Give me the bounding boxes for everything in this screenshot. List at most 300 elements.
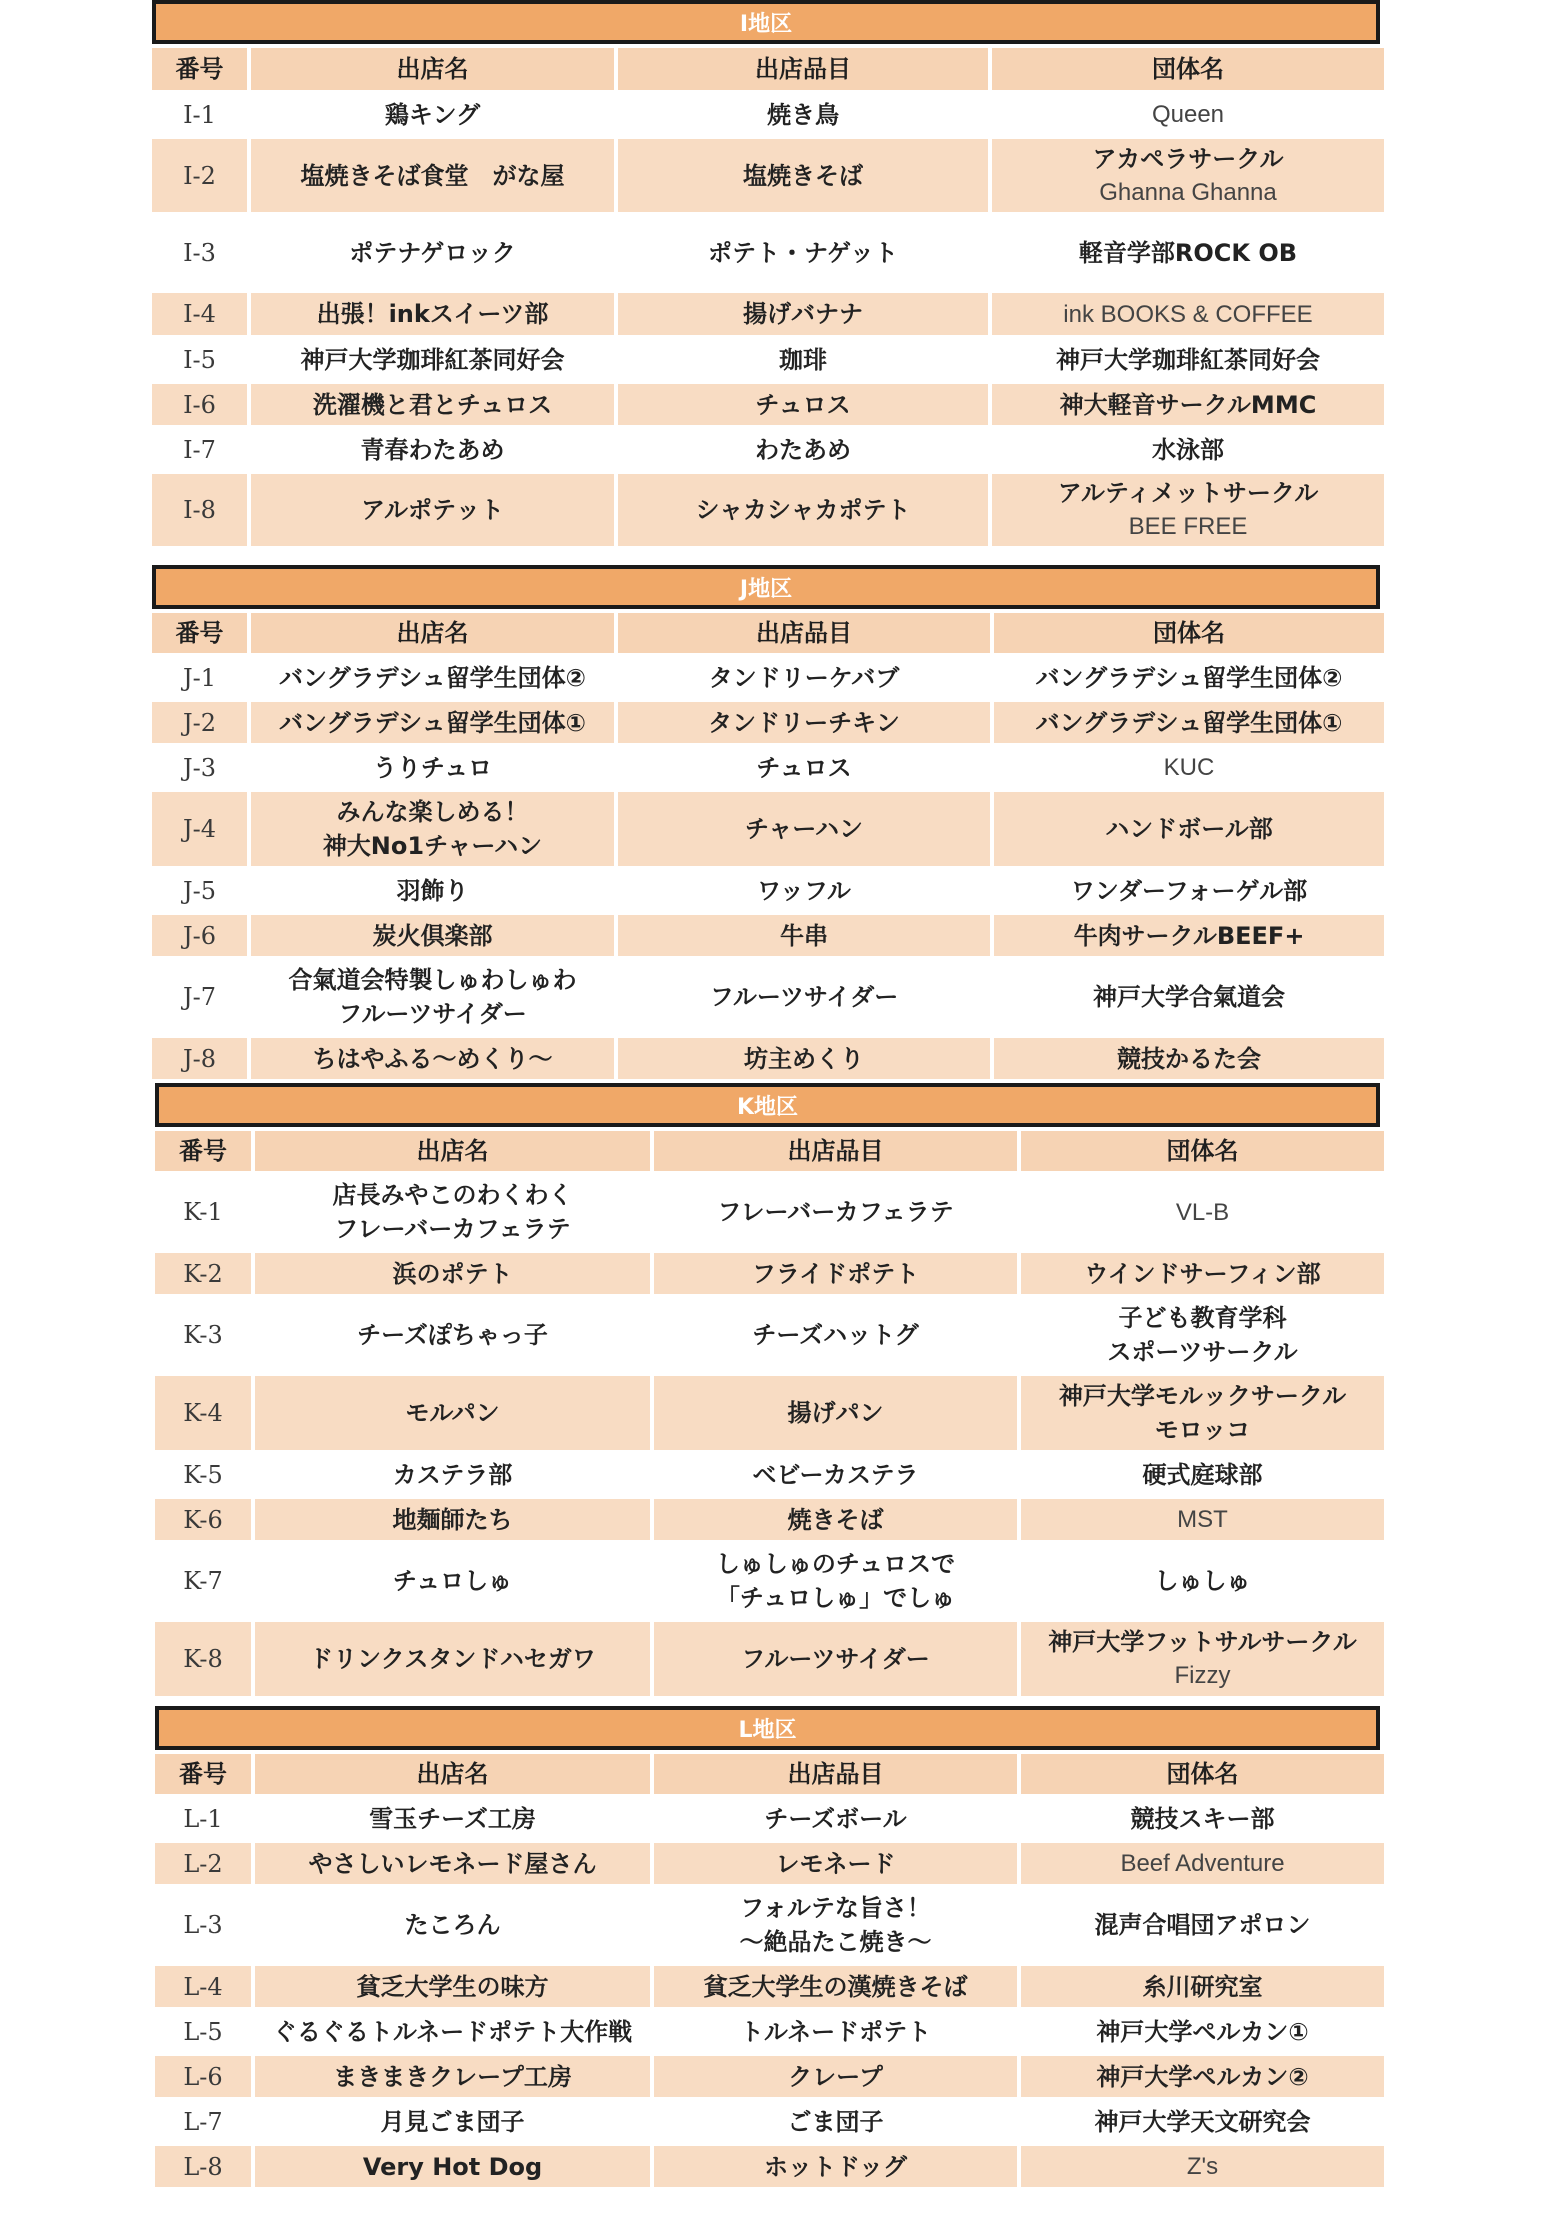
cell-number-text: J-8 [183,1044,216,1073]
cell-organization [994,915,1384,956]
cell-shop-name-text: 青春わたあめ [360,435,505,464]
cell-item [618,139,988,212]
header-shop: 出店名 [255,1754,650,1794]
table-row [155,1798,1384,1839]
cell-number-text: K-5 [183,1460,223,1489]
cell-item-text: 貧乏大学生の漢焼きそば [703,1972,968,2001]
cell-shop-name [255,1253,650,1294]
cell-shop-name [255,1376,650,1450]
cell-organization-text: ink BOOKS & COFFEE [1063,300,1313,328]
cell-organization [994,657,1384,698]
cell-shop-name [255,1298,650,1372]
cell-shop-name-subtext: 神大No1チャーハン [322,832,543,860]
table-row [155,1253,1384,1294]
cell-organization-text: Beef Adventure [1120,1850,1285,1877]
cell-shop-name [255,1966,650,2007]
cell-organization-subtext: Fizzy [1174,1662,1231,1689]
cell-shop-name-text: やさしいレモネード屋さん [308,1849,597,1878]
cell-number-text: J-4 [183,815,216,843]
cell-number-text: J-2 [183,708,216,737]
cell-shop-name [251,139,614,212]
cell-number [152,94,247,135]
cell-number [155,2146,251,2187]
cell-number [155,2011,251,2052]
cell-item [654,1298,1017,1372]
cell-organization [994,747,1384,788]
cell-item [618,339,988,380]
cell-number [152,747,247,788]
cell-shop-name-text: 雪玉チーズ工房 [369,1804,536,1833]
cell-shop-name-text: 浜のポテト [392,1259,513,1288]
cell-shop-name [255,1175,650,1249]
cell-item-text: ホットドッグ [763,2152,908,2181]
cell-number [152,216,247,289]
cell-organization-subtext: BEE FREE [1128,513,1248,540]
cell-shop-name [255,2056,650,2097]
table-row [155,1966,1384,2007]
cell-shop-name [255,1798,650,1839]
cell-organization [994,792,1384,866]
table-row [152,216,1384,289]
cell-item [654,2056,1017,2097]
cell-shop-name-text: ポテナゲロック [349,238,516,267]
cell-organization-text: 神戸大学フットサルサークル [1048,1628,1357,1656]
header-num: 番号 [152,48,247,90]
cell-number [155,1376,251,1450]
cell-number [152,139,247,212]
cell-item-text: ワッフル [757,876,851,905]
district-rows [152,94,1384,546]
cell-shop-name-text: 月見ごま団子 [380,2107,525,2136]
cell-shop-name [255,2011,650,2052]
cell-number [155,1253,251,1294]
cell-item-text: ベビーカステラ [752,1460,919,1489]
header-num: 番号 [155,1754,251,1794]
cell-shop-name-text: ちはやふる〜めくり〜 [312,1044,553,1073]
cell-number-text: K-8 [183,1645,223,1673]
cell-organization-text: 競技かるた会 [1117,1044,1261,1073]
cell-organization [994,960,1384,1034]
cell-number [152,339,247,380]
district-table [148,44,1388,550]
cell-shop-name [251,915,614,956]
cell-item-subtext: 〜絶品たこ焼き〜 [739,1928,932,1956]
cell-organization [992,216,1384,289]
cell-shop-name [251,792,614,866]
cell-shop-name [251,747,614,788]
district-header [152,565,1380,609]
cell-number-text: L-2 [183,1849,223,1878]
cell-number [152,792,247,866]
cell-shop-name [251,339,614,380]
cell-organization [1021,1376,1384,1450]
cell-organization-text: VL-B [1175,1198,1230,1226]
district-table [151,1750,1388,2191]
cell-number-text: L-1 [183,1804,223,1833]
table-row [155,1544,1384,1618]
header-org: 団体名 [992,48,1384,90]
cell-organization [992,94,1384,135]
cell-number-text: I-2 [183,161,216,190]
cell-organization [1021,1454,1384,1495]
cell-organization [992,384,1384,425]
cell-item-subtext: 「チュロしゅ」でしゅ [715,1584,956,1612]
district-table [148,609,1388,1083]
cell-item-text: チャーハン [744,815,864,843]
cell-item-text: フルーツサイダー [741,1645,930,1673]
district-table [151,1127,1388,1700]
table-row [152,94,1384,135]
district-rows [155,1798,1384,2187]
cell-number-text: K-2 [183,1259,223,1288]
cell-shop-name-text: まきまきクレープ工房 [333,2062,572,2091]
district-rows [155,1175,1384,1696]
cell-item-text: 揚げバナナ [743,300,863,328]
cell-number-text: J-3 [183,753,216,782]
cell-item [618,657,990,698]
cell-organization [992,474,1384,546]
cell-number-text: I-5 [183,345,216,374]
table-row [155,2056,1384,2097]
cell-shop-name [255,2146,650,2187]
cell-number-text: I-1 [183,100,216,129]
cell-shop-name-text: 出張！inkスイーツ部 [316,300,549,328]
cell-shop-name [251,216,614,289]
cell-shop-name-text: モルパン [405,1399,500,1427]
cell-organization [1021,1966,1384,2007]
cell-organization-subtext: スポーツサークル [1107,1338,1298,1366]
cell-organization-text: 神戸大学モルックサークル [1058,1382,1347,1410]
cell-number [155,2056,251,2097]
cell-organization [992,293,1384,335]
cell-shop-name-text: たころん [404,1911,501,1939]
cell-shop-name [251,702,614,743]
cell-number-text: J-5 [183,876,216,905]
cell-shop-name-text: 洗濯機と君とチュロス [312,390,553,419]
cell-item [618,870,990,911]
cell-shop-name-text: 羽飾り [396,876,469,905]
cell-organization [1021,1622,1384,1696]
cell-number [152,429,247,470]
cell-number [155,1798,251,1839]
cell-organization [992,429,1384,470]
district-title: L地区 [738,1717,797,1743]
cell-shop-name-text: Very Hot Dog [362,2152,543,2181]
cell-item-text: チーズハットグ [752,1321,919,1349]
cell-item [618,94,988,135]
cell-organization-text: MST [1177,1506,1228,1533]
cell-shop-name-text: 塩焼きそば食堂 がな屋 [300,161,565,190]
cell-item-text: タンドリーチキン [708,708,900,737]
cell-organization-text: しゅしゅ [1154,1567,1251,1595]
cell-item [654,1888,1017,1962]
cell-shop-name-text: 鶏キング [384,100,481,129]
cell-organization-text: 神戸大学珈琲紅茶同好会 [1056,345,1320,374]
cell-organization-text: ハンドボール部 [1105,815,1273,843]
cell-number-text: L-5 [183,2017,223,2046]
cell-number [155,1298,251,1372]
cell-number [155,1843,251,1884]
cell-item [618,293,988,335]
header-org: 団体名 [1021,1754,1384,1794]
cell-shop-name-text: チーズぽちゃっ子 [357,1321,548,1349]
cell-organization [992,339,1384,380]
cell-number-text: J-6 [183,921,216,950]
cell-shop-name [255,1888,650,1962]
cell-item-text: フレーバーカフェラテ [717,1198,954,1226]
cell-number [155,2101,251,2142]
cell-organization-subtext: Ghanna Ghanna [1099,178,1277,206]
cell-organization-text: 硬式庭球部 [1142,1460,1263,1489]
table-row [155,2101,1384,2142]
cell-organization-text: Queen [1151,101,1225,128]
cell-organization [1021,1253,1384,1294]
cell-shop-name-text: 店長みやこのわくわく [332,1181,573,1209]
cell-item-text: わたあめ [755,435,851,464]
cell-item-text: ごま団子 [787,2107,884,2136]
table-row [155,1622,1384,1696]
cell-organization [1021,1499,1384,1540]
cell-shop-name-text: バングラデシュ留学生団体① [279,708,586,737]
table-row [152,139,1384,212]
cell-shop-name-subtext: フルーツサイダー [338,1000,527,1028]
cell-number-text: L-6 [183,2062,223,2091]
cell-organization-text: 神戸大学天文研究会 [1094,2107,1311,2136]
table-row [152,870,1384,911]
cell-shop-name-text: カステラ部 [392,1460,513,1489]
cell-item-text: 揚げパン [787,1399,884,1427]
cell-number [152,960,247,1034]
cell-number-text: L-8 [183,2152,223,2181]
cell-shop-name-text: チュロしゅ [392,1567,513,1595]
table-row [152,702,1384,743]
cell-item-text: 焼きそば [787,1505,884,1534]
cell-item-text: チュロス [756,753,852,782]
cell-number [152,702,247,743]
cell-item [654,1376,1017,1450]
cell-organization-text: 神大軽音サークルMMC [1059,390,1317,419]
table-row [155,1298,1384,1372]
cell-shop-name-text: バングラデシュ留学生団体② [279,663,586,692]
cell-item [654,1454,1017,1495]
cell-number-text: K-3 [183,1321,223,1349]
cell-item-text: しゅしゅのチュロスで [715,1550,956,1578]
cell-organization [1021,2011,1384,2052]
cell-item-text: フォルテな旨さ！ [740,1894,931,1922]
table-row [155,1843,1384,1884]
cell-number [152,915,247,956]
cell-shop-name [251,474,614,546]
cell-number [152,474,247,546]
cell-shop-name-text: 神戸大学珈琲紅茶同好会 [300,345,565,374]
cell-number-text: I-3 [183,238,216,267]
cell-shop-name [251,870,614,911]
table-row [152,747,1384,788]
header-item: 出店品目 [618,613,990,653]
cell-number-text: L-7 [183,2107,223,2136]
table-row [152,915,1384,956]
cell-shop-name-text: 炭火倶楽部 [372,921,493,950]
district-header [152,0,1380,44]
cell-item [654,1798,1017,1839]
cell-number [152,870,247,911]
cell-number [155,1499,251,1540]
cell-organization-text: 軽音学部ROCK OB [1078,238,1298,267]
cell-organization [992,139,1384,212]
cell-shop-name [251,429,614,470]
cell-item-text: トルネードポテト [739,2017,932,2046]
cell-item-text: 焼き鳥 [767,100,839,129]
cell-item [618,915,990,956]
cell-shop-name [251,1038,614,1079]
header-shop: 出店名 [251,48,614,90]
cell-number-text: K-4 [183,1399,223,1427]
cell-number [155,1454,251,1495]
cell-shop-name-text: 貧乏大学生の味方 [356,1972,549,2001]
cell-item [654,1544,1017,1618]
cell-organization [1021,1544,1384,1618]
cell-item-text: チュロス [755,390,851,419]
cell-shop-name-text: アルポテット [360,496,505,524]
cell-number [155,1622,251,1696]
cell-item [654,1843,1017,1884]
cell-organization [1021,1175,1384,1249]
cell-item [654,1966,1017,2007]
cell-organization [1021,2101,1384,2142]
cell-number [155,1966,251,2007]
table-row [155,2011,1384,2052]
table-row [155,1454,1384,1495]
header-item: 出店品目 [618,48,988,90]
cell-shop-name [255,1454,650,1495]
cell-item [654,2146,1017,2187]
cell-organization-text: ウインドサーフィン部 [1084,1259,1321,1288]
header-item: 出店品目 [654,1754,1017,1794]
cell-shop-name-text: ぐるぐるトルネードポテト大作戦 [272,2017,633,2046]
cell-item [618,960,990,1034]
table-row [155,1499,1384,1540]
cell-number-text: J-7 [183,983,216,1011]
cell-item-text: 塩焼きそば [743,161,863,190]
district-title: J地区 [739,576,793,602]
header-num: 番号 [155,1131,251,1171]
cell-number-text: K-6 [183,1505,223,1534]
cell-number-text: I-8 [183,496,216,524]
cell-shop-name-text: 合氣道会特製しゅわしゅわ [288,966,577,994]
cell-item [654,1253,1017,1294]
cell-item-text: フライドポテト [751,1259,920,1288]
cell-item [618,702,990,743]
table-row [155,2146,1384,2187]
table-row [152,474,1384,546]
cell-number [155,1175,251,1249]
table-row [152,657,1384,698]
cell-item-text: レモネード [775,1849,896,1878]
cell-shop-name-text: みんな楽しめる！ [336,798,529,826]
cell-organization-text: 水泳部 [1152,435,1224,464]
district-rows [152,657,1384,1079]
cell-shop-name [251,960,614,1034]
header-shop: 出店名 [255,1131,650,1171]
cell-organization-text: 競技スキー部 [1130,1804,1275,1833]
cell-number [155,1888,251,1962]
cell-item [618,474,988,546]
cell-shop-name [255,1544,650,1618]
cell-organization [994,702,1384,743]
header-num: 番号 [152,613,247,653]
cell-shop-name [255,1499,650,1540]
cell-organization [1021,1298,1384,1372]
cell-number-text: I-4 [183,300,216,328]
district-title: I地区 [739,11,793,37]
table-row [152,293,1384,335]
cell-item [654,1175,1017,1249]
cell-item [618,384,988,425]
header-org: 団体名 [994,613,1384,653]
header-org: 団体名 [1021,1131,1384,1171]
cell-number-text: K-7 [183,1567,223,1595]
cell-item [618,792,990,866]
cell-item-text: クレープ [788,2062,883,2091]
cell-number-text: I-7 [183,435,216,464]
cell-organization [1021,1843,1384,1884]
table-row [152,429,1384,470]
cell-number-text: L-3 [183,1911,223,1939]
cell-shop-name-text: うりチュロ [372,753,493,782]
cell-organization-text: バングラデシュ留学生団体② [1035,663,1343,692]
cell-shop-name [255,1622,650,1696]
cell-item-text: 坊主めくり [744,1044,864,1073]
cell-item [618,216,988,289]
table-row [152,339,1384,380]
cell-shop-name [255,1843,650,1884]
cell-number-text: J-1 [183,663,216,692]
cell-organization-subtext: モロッコ [1154,1416,1251,1444]
cell-item-text: チーズボール [764,1804,907,1833]
table-row [152,792,1384,866]
cell-number [152,657,247,698]
cell-organization [994,870,1384,911]
cell-number [152,1038,247,1079]
cell-number [152,293,247,335]
cell-organization [1021,1888,1384,1962]
cell-item-text: ポテト・ナゲット [707,238,899,267]
cell-organization-text: KUC [1163,754,1215,781]
table-row [155,1175,1384,1249]
cell-organization [1021,2056,1384,2097]
cell-shop-name-text: ドリンクスタンドハセガワ [309,1645,596,1673]
district-header [155,1083,1380,1127]
cell-item [618,1038,990,1079]
cell-item [618,747,990,788]
cell-item [654,2101,1017,2142]
cell-organization-text: 神戸大学ペルカン② [1096,2062,1309,2091]
cell-number [152,384,247,425]
header-shop: 出店名 [251,613,614,653]
cell-item [654,1622,1017,1696]
cell-organization [994,1038,1384,1079]
cell-shop-name-subtext: フレーバーカフェラテ [334,1215,571,1243]
cell-organization-text: 混声合唱団アポロン [1094,1911,1311,1939]
cell-shop-name [251,657,614,698]
table-row [152,384,1384,425]
cell-organization-text: 神戸大学合氣道会 [1093,983,1285,1011]
district-header [155,1706,1380,1750]
cell-item [654,2011,1017,2052]
table-row [152,1038,1384,1079]
cell-item-text: シャカシャカポテト [695,496,911,524]
cell-shop-name [251,293,614,335]
